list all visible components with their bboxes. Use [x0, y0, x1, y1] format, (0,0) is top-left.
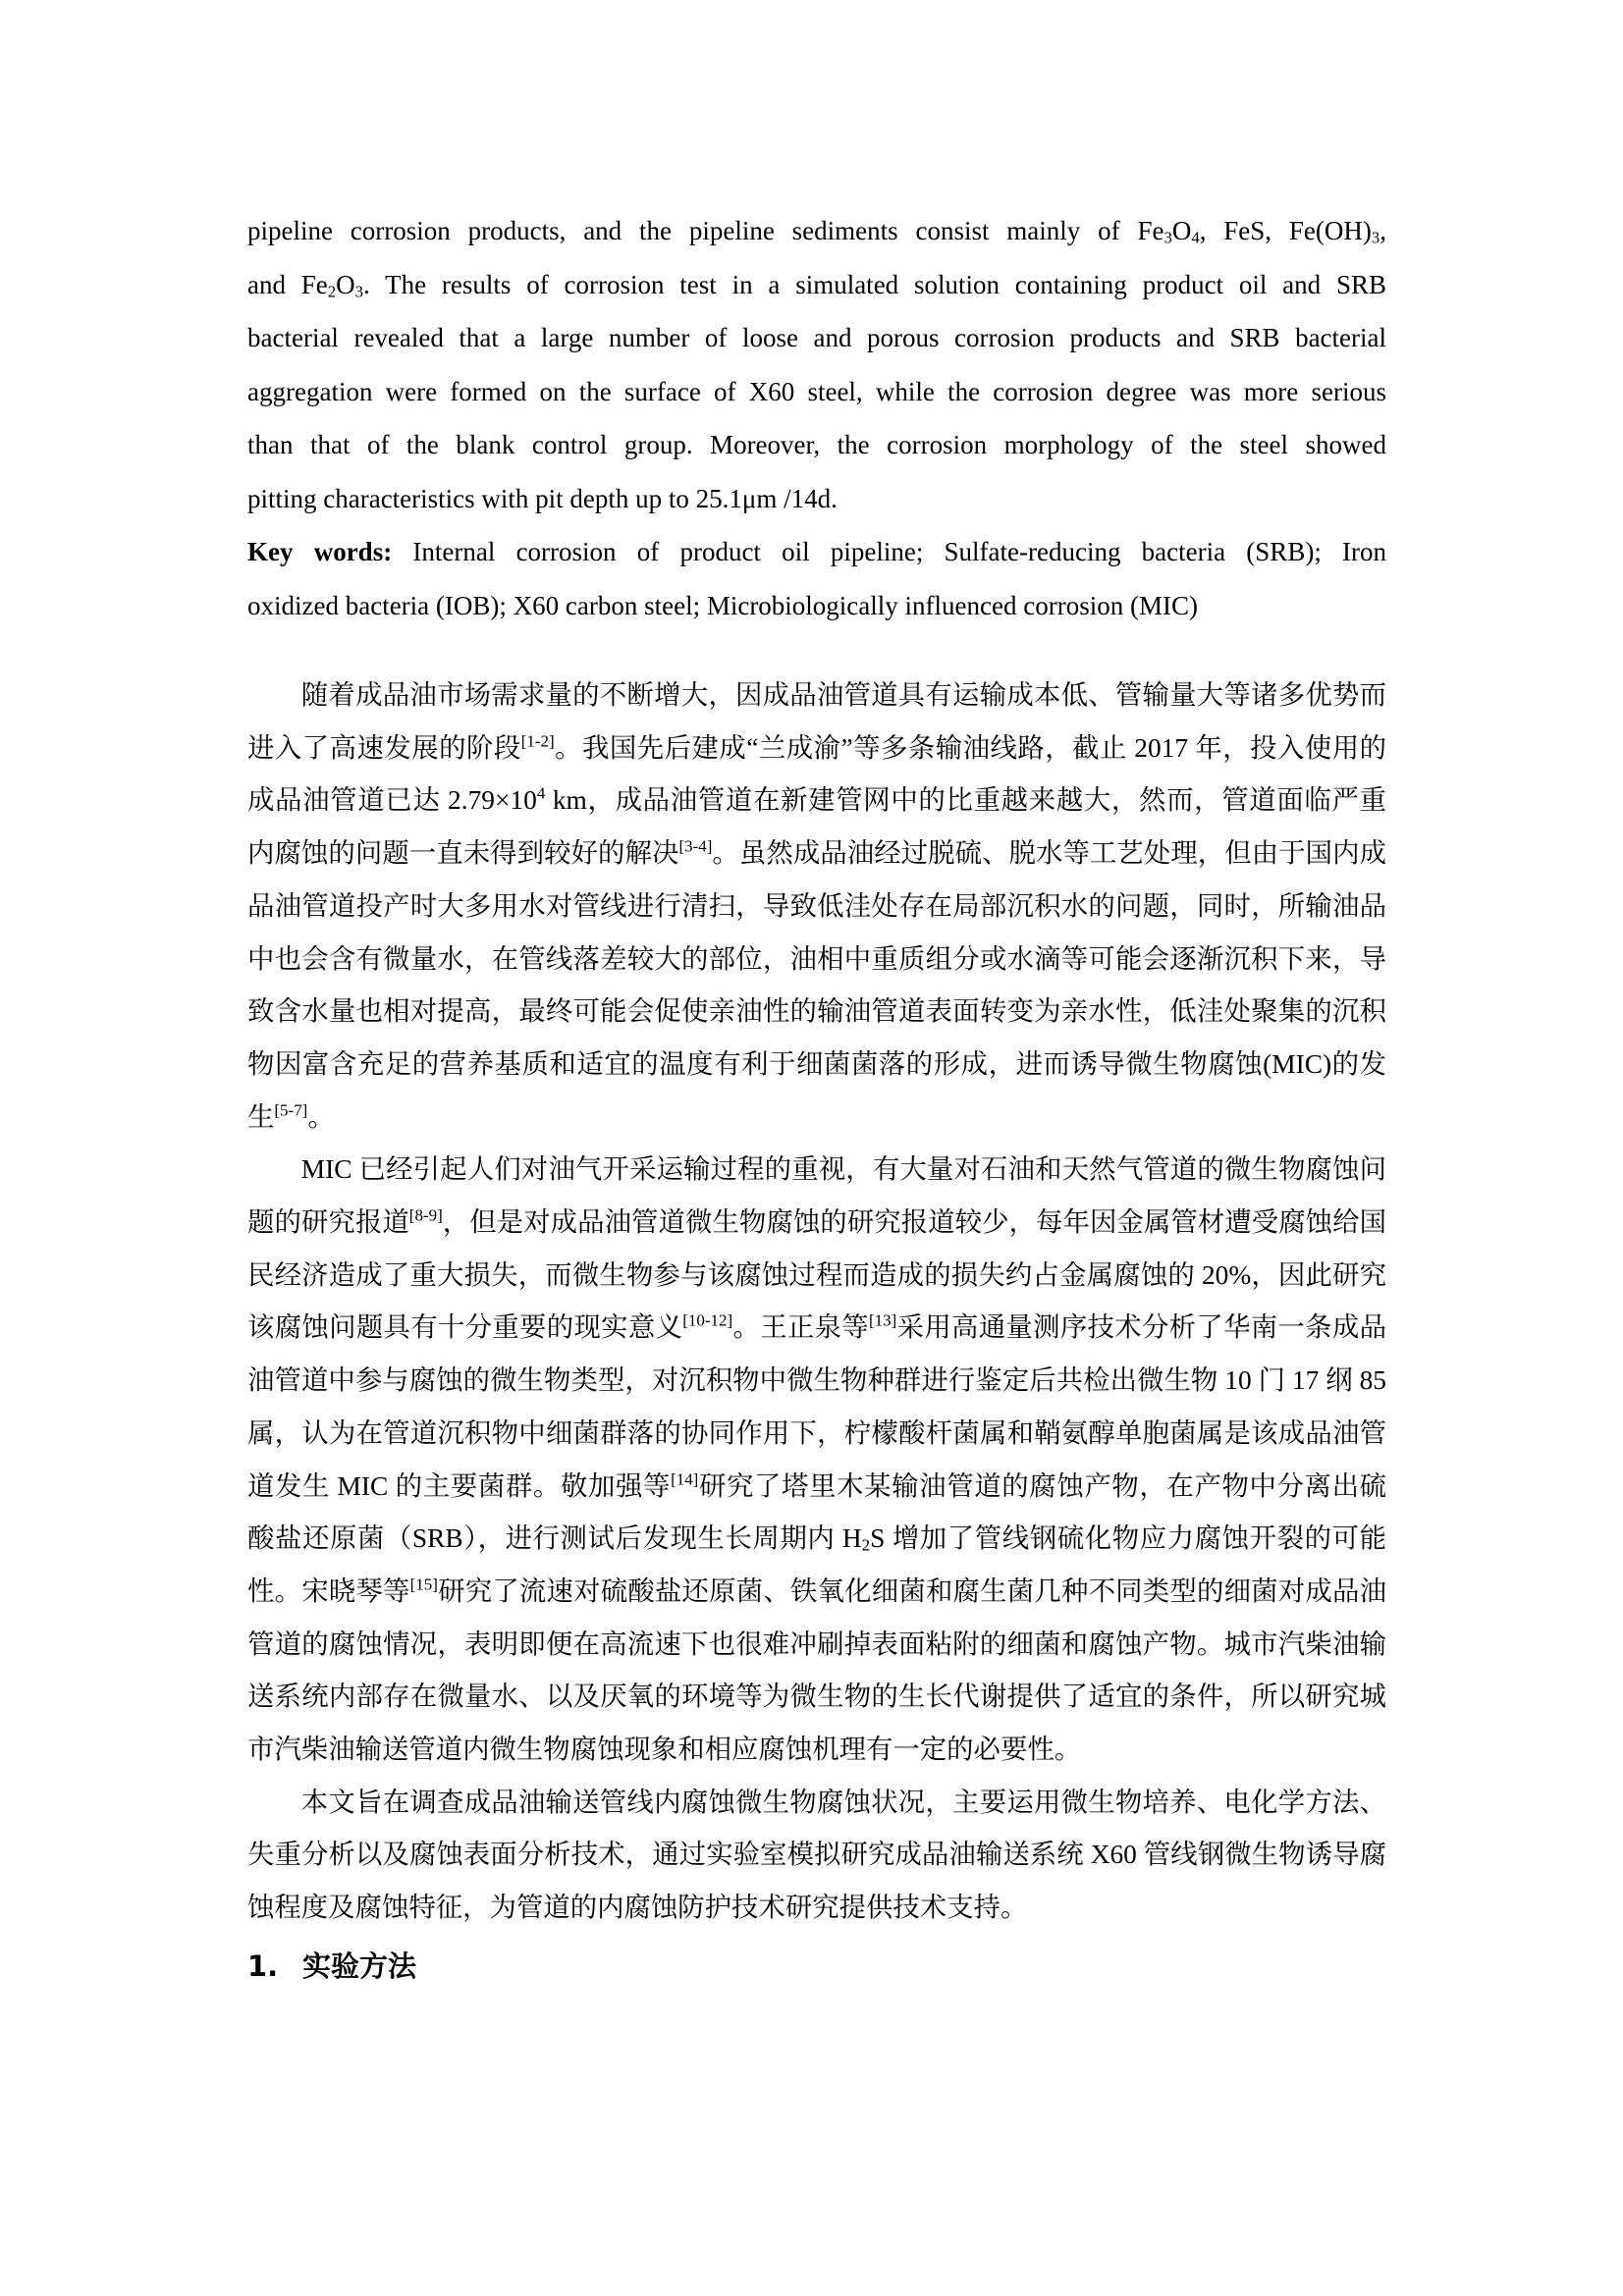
section-number: 1. [247, 1949, 279, 1983]
section-title: 实验方法 [302, 1949, 417, 1983]
citation: [10-12] [682, 1310, 733, 1330]
abstract-line: bacterial revealed that a large number of loose and porous corrosion products and SRB bacterial [247, 323, 1386, 352]
keywords-block [247, 525, 1386, 632]
citation: [5-7] [274, 1100, 308, 1120]
keywords-line: Key words: Internal corrosion of product oil pipeline; Sulfate-reducing bacteria (SRB); Iron [247, 537, 1387, 566]
keywords-label: Key words: [247, 537, 393, 566]
intro-paragraph-3: 本文旨在调查成品油输送管线内腐蚀微生物腐蚀状况，主要运用微生物培养、电化学方法、失重分析以及腐蚀表面分析技术，通过实验室模拟研究成品油输送系统 X60 管线钢微生物诱导腐蚀程度及腐蚀特征，为管道的内腐蚀防护技术研究提供技术支持。 [247, 1787, 1386, 1923]
citation: [1-2] [520, 731, 555, 751]
section-heading [247, 1939, 1386, 1994]
citation: [14] [671, 1469, 699, 1489]
keywords-line: oxidized bacteria (IOB); X60 carbon steel; Microbiologically influenced corrosion (MIC) [247, 590, 1198, 620]
abstract-line: and $Fe_2O_3$. The results of corrosion test in a simulated solution containing product oil and SRB [247, 269, 1387, 300]
intro-paragraph-1: 随着成品油市场需求量的不断增大，因成品油管道具有运输成本低、管输量大等诸多优势而进入了高速发展的阶段[1-2]。我国先后建成“兰成渝”等多条输油线路，截止 2017 年，投入使用的成品油管道已达 $2.79\times 10^4$ km，成品油管道在新建管网中的比重越来越大，然而，管道面临严重内腐蚀的问题一直未得到较好的解决[3-4]。虽然成品油经过脱硫、脱水等工艺处理，但由于国内成品油管道投产时大多用水对管线进行清扫，导致低洼处存在局部沉积水的问题，同时，所输油品中也会含有微量水，在管线落差较大的部位，油相中重质组分或水滴等可能会逐渐沉积下来，导致含水量也相对提高，最终可能会促使亲油性的输油管道表面转变为亲水性，低洼处聚集的沉积物因富含充足的营养基质和适宜的温度有利于细菌菌落的形成，进而诱导微生物腐蚀(MIC)的发生[5-7]。 [247, 680, 1386, 1132]
abstract-continuation [247, 204, 1386, 525]
citation: [3-4] [678, 836, 713, 856]
abstract-line: pipeline corrosion products, and the pipeline sediments consist mainly of $Fe_3O_4$, FeS, $Fe(OH)_3$, [247, 216, 1386, 247]
abstract-line: aggregation were formed on the surface of X60 steel, while the corrosion degree was more serious [247, 376, 1386, 406]
citation: [13] [869, 1310, 897, 1330]
citation: [15] [409, 1575, 438, 1594]
spacer [247, 632, 1386, 669]
intro-paragraph-2: MIC 已经引起人们对油气开采运输过程的重视，有大量对石油和天然气管道的微生物腐蚀问题的研究报道[8-9]，但是对成品油管道微生物腐蚀的研究报道较少，每年因金属管材遭受腐蚀给国民经济造成了重大损失，而微生物参与该腐蚀过程而造成的损失约占金属腐蚀的 20%，因此研究该腐蚀问题具有十分重要的现实意义[10-12]。王正泉等[13]采用高通量测序技术分析了华南一条成品油管道中参与腐蚀的微生物类型，对沉积物中微生物种群进行鉴定后共检出微生物 10 门 17 纲 85 属，认为在管道沉积物中细菌群落的协同作用下，柠檬酸杆菌属和鞘氨醇单胞菌属是该成品油管道发生 MIC 的主要菌群。敬加强等[14]研究了塔里木某输油管道的腐蚀产物，在产物中分离出硫酸盐还原菌（SRB），进行测试后发现生长周期内 $H_2S$ 增加了管线钢硫化物应力腐蚀开裂的可能性。宋晓琴等[15]研究了流速对硫酸盐还原菌、铁氧化细菌和腐生菌几种不同类型的细菌对成品油管道的腐蚀情况，表明即便在高流速下也很难冲刷掉表面粘附的细菌和腐蚀产物。城市汽柴油输送系统内部存在微量水、以及厌氧的环境等为微生物的生长代谢提供了适宜的条件，所以研究城市汽柴油输送管道内微生物腐蚀现象和相应腐蚀机理有一定的必要性。 [247, 1154, 1386, 1765]
page-content [247, 204, 1386, 1994]
abstract-line: pitting characteristics with pit depth up to 25.1μm /14d. [247, 483, 838, 513]
citation: [8-9] [408, 1205, 443, 1225]
abstract-line: than that of the blank control group. Moreover, the corrosion morphology of the steel showed [247, 430, 1386, 459]
